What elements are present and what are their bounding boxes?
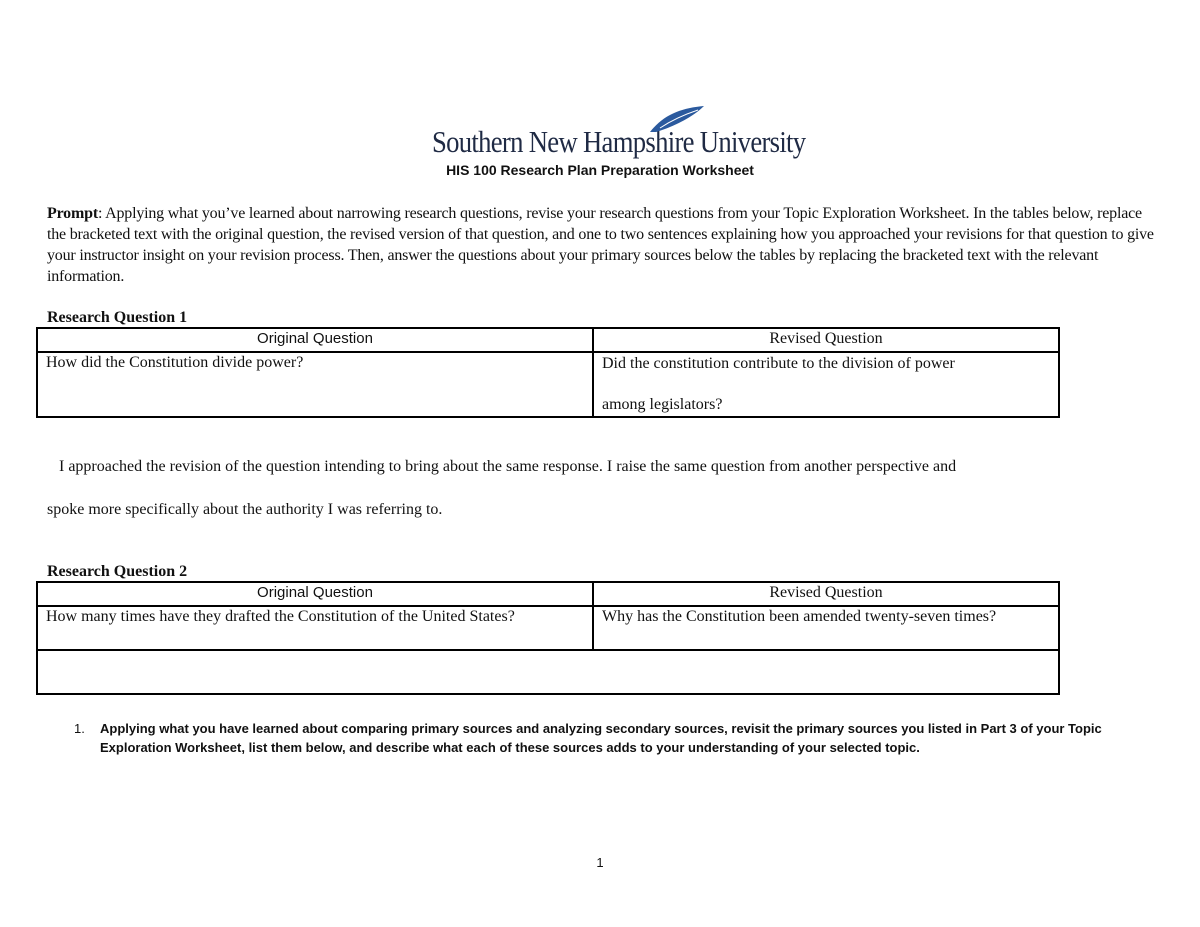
feather-leaf-icon [646, 106, 706, 136]
revision-explanation-line-2: spoke more specifically about the authority I was referring to. [47, 501, 443, 518]
original-question-cell[interactable] [37, 352, 593, 417]
prompt-paragraph [47, 203, 1159, 287]
prompt-text: : Applying what you’ve learned about narrowing research questions, revise your research questions from your Topic Exploration Worksheet. In the tables below, replace the bracketed text with the original question, the revised version of that question, and one to two sentences explaining how you approached your revisions for that question to give your instructor insight on your revision process. Then, answer the questions about your primary sources below the tables by replacing the bracketed text with the relevant information. [47, 205, 1154, 285]
revised-question-line-2: among legislators? [602, 396, 723, 413]
original-question-text: How did the Constitution divide power? [46, 354, 304, 371]
revised-question-cell[interactable] [593, 352, 1059, 417]
original-question-cell[interactable] [37, 606, 593, 650]
revised-question-line-1: Did the constitution contribute to the division of power [602, 355, 955, 372]
revision-explanation-cell[interactable] [37, 650, 1059, 694]
original-question-header: Original Question [37, 328, 593, 352]
question-number: 1. [74, 721, 85, 736]
research-question-2-table [36, 581, 1060, 695]
revised-question-cell[interactable] [593, 606, 1059, 650]
research-question-2-label: Research Question 2 [47, 563, 188, 580]
question-text: Applying what you have learned about comparing primary sources and analyzing secondary sources, revisit the primary sources you listed in Part 3 of your Topic Exploration Worksheet, list them below, and describe what each of these sources adds to your understanding of your selected topic. [100, 721, 1102, 755]
research-question-1-label: Research Question 1 [47, 309, 188, 326]
original-question-header: Original Question [37, 582, 593, 606]
revised-question-header: Revised Question [593, 328, 1059, 352]
document-title: HIS 100 Research Plan Preparation Worksheet [446, 162, 754, 178]
revised-question-text: Why has the Constitution been amended twenty-seven times? [602, 608, 997, 625]
page-number: 1 [596, 855, 604, 870]
original-question-text: How many times have they drafted the Constitution of the United States? [46, 608, 515, 625]
revision-explanation-line-1: I approached the revision of the question intending to bring about the same response. I raise the same question from another perspective and [59, 458, 957, 475]
university-logo [432, 106, 806, 160]
research-question-1-table [36, 327, 1060, 418]
revised-question-header: Revised Question [593, 582, 1059, 606]
logo-wordmark: Southern New Hampshire University [432, 124, 806, 159]
prompt-label: Prompt [47, 205, 98, 222]
